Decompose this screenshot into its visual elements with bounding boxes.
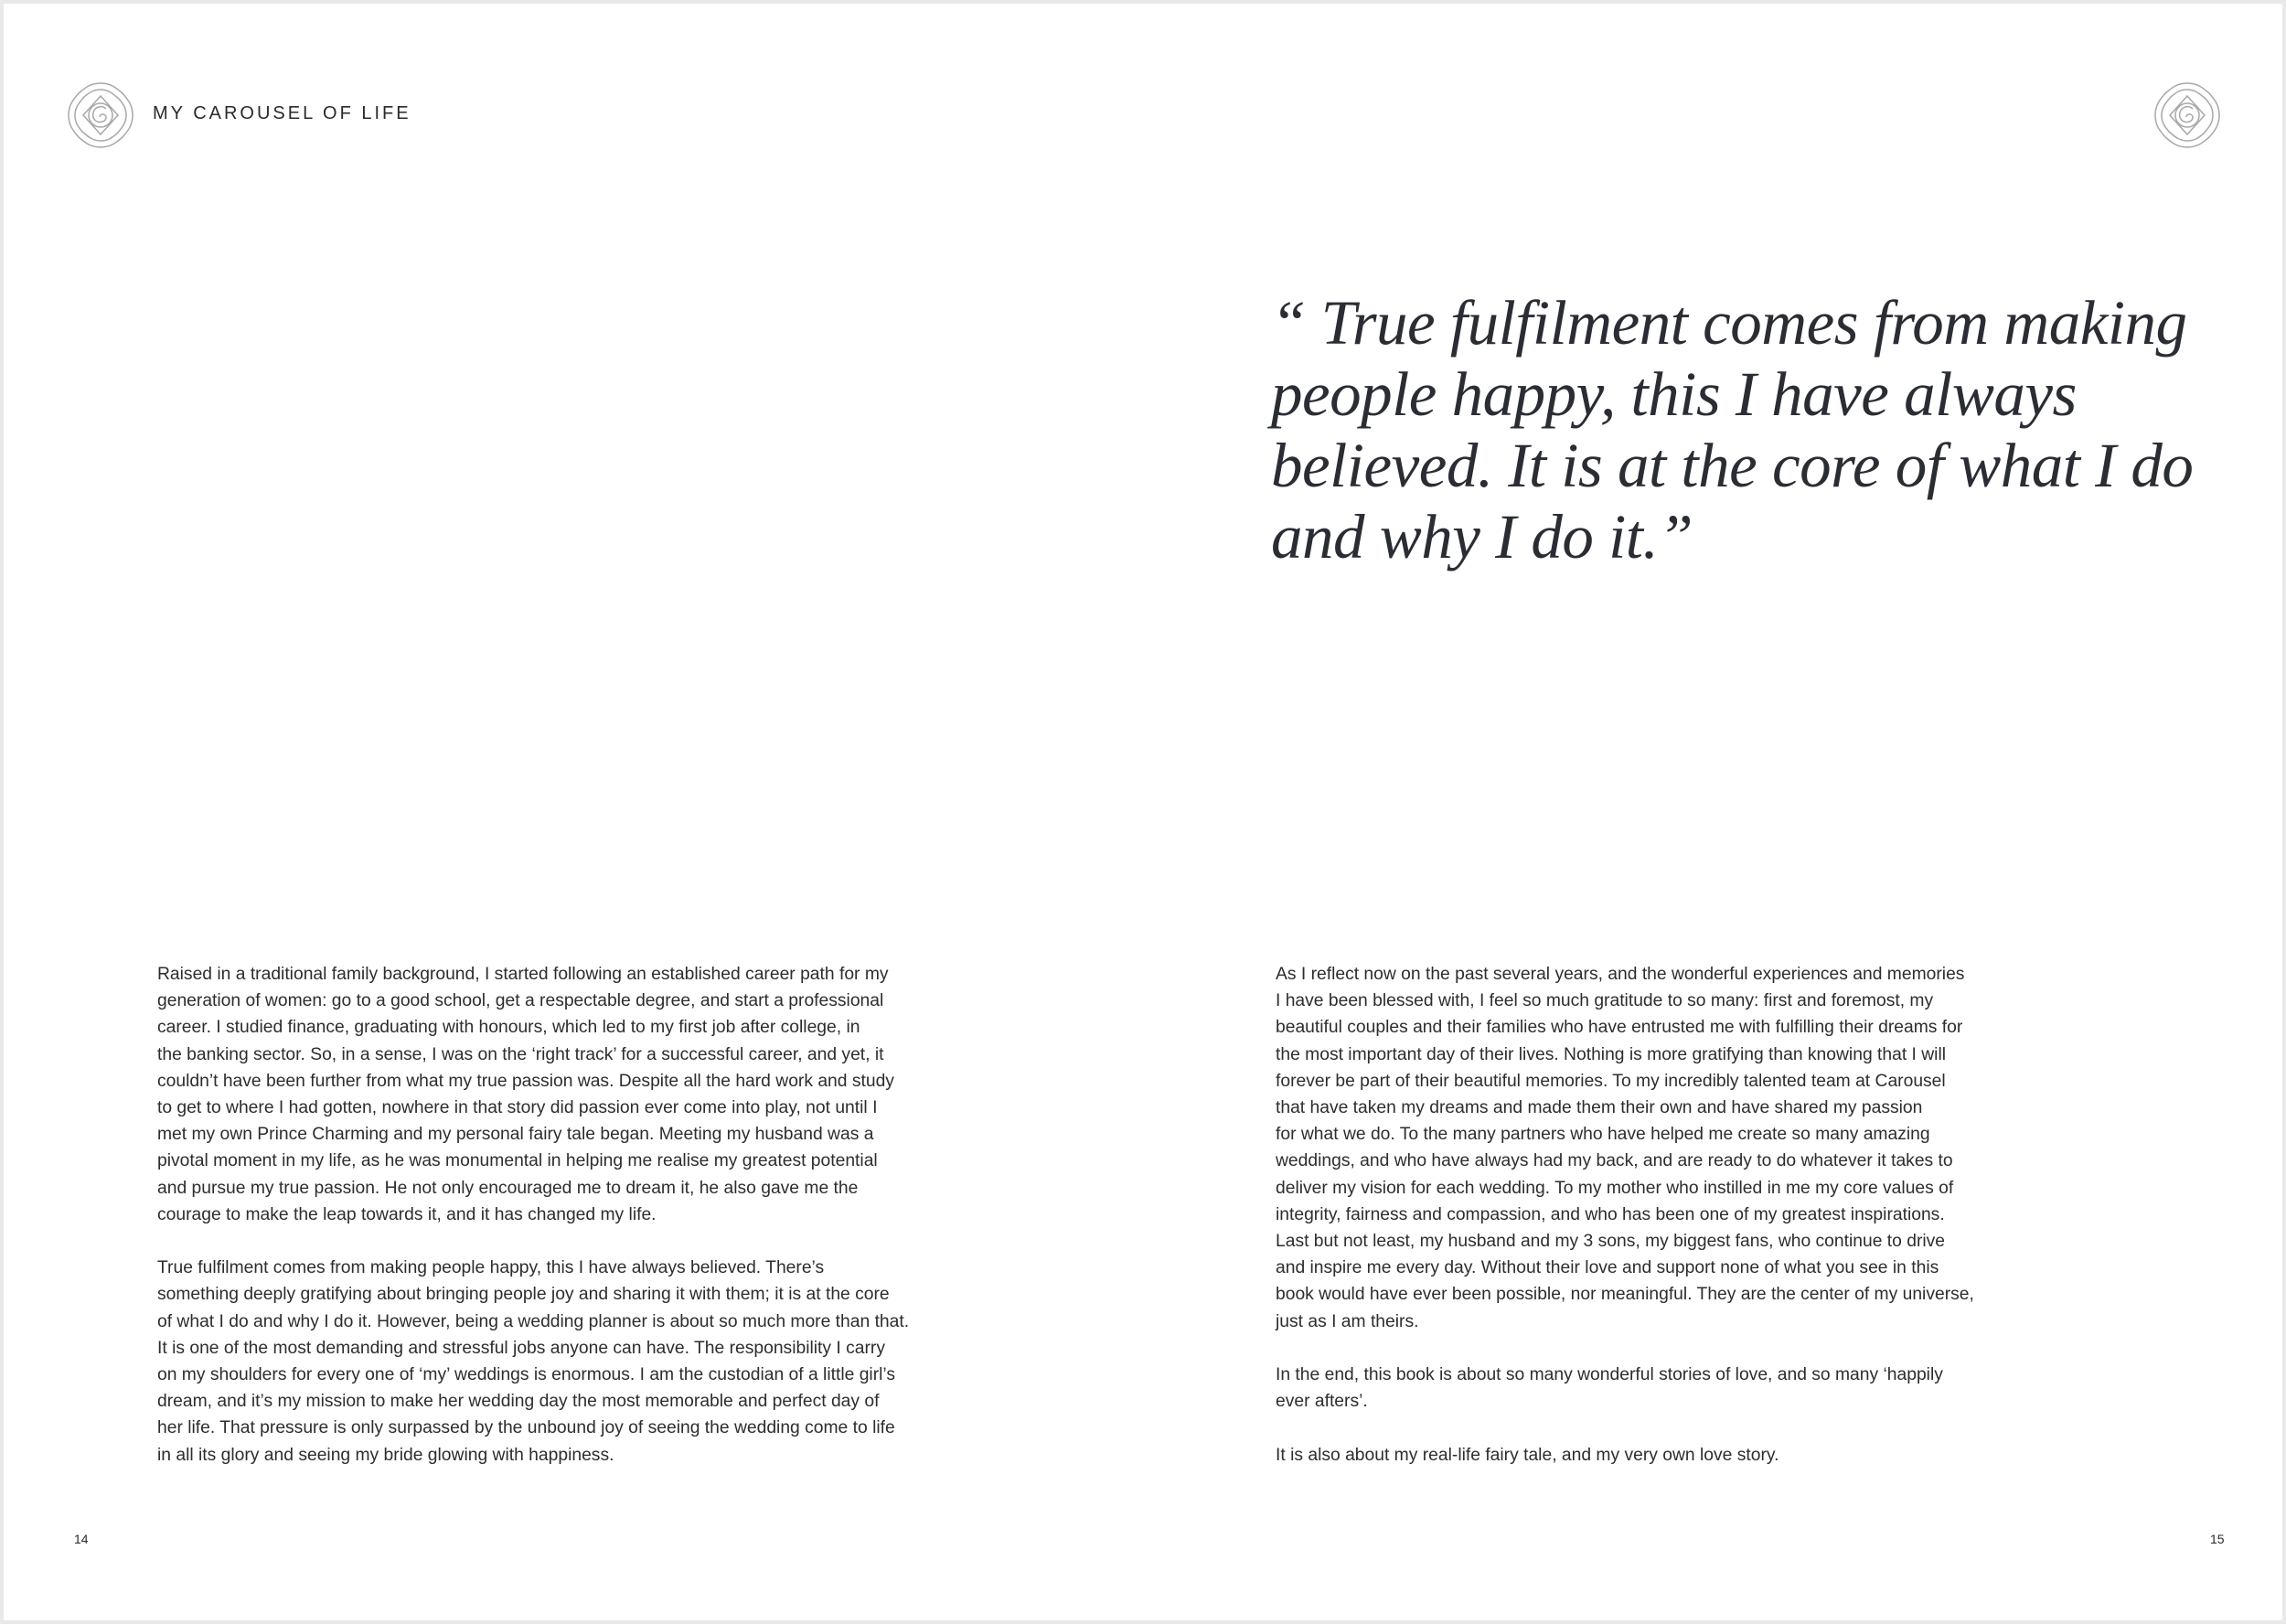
text-line: on my shoulders for every one of ‘my’ weddings is enormous. I am the custodian of a little girl’s: [157, 1365, 895, 1385]
body-paragraph: [157, 961, 1026, 1228]
text-line: couldn’t have been further from what my true passion was. Despite all the hard work and study: [157, 1071, 894, 1091]
text-line: just as I am theirs.: [1276, 1311, 1419, 1331]
text-line: dream, and it’s my mission to make her wedding day the most memorable and perfect day of: [157, 1392, 880, 1412]
pull-quote-line: people happy, this I have always: [1271, 359, 2077, 429]
text-line: ever afters’.: [1276, 1392, 1368, 1412]
text-line: the most important day of their lives. Nothing is more gratifying than knowing that I will: [1276, 1044, 1947, 1064]
pull-quote: [1271, 287, 2194, 572]
rose-emblem-icon: [66, 80, 135, 150]
page-number-left: 14: [74, 1532, 89, 1546]
text-line: True fulfilment comes from making people happy, this I have always believed. There’s: [157, 1258, 825, 1278]
text-line: and inspire me every day. Without their love and support none of what you see in this: [1276, 1258, 1939, 1278]
text-line: Last but not least, my husband and my 3 sons, my biggest fans, who continue to drive: [1276, 1232, 1946, 1252]
body-paragraph: [1276, 961, 2099, 1335]
pull-quote-line: believed. It is at the core of what I do: [1271, 431, 2194, 500]
right-body-column: [1276, 961, 2099, 1469]
text-line: her life. That pressure is only surpassed by the unbound joy of seeing the wedding come to life: [157, 1418, 895, 1438]
page-number-right: 15: [2210, 1532, 2225, 1546]
text-line: generation of women: go to a good school, get a respectable degree, and start a professional: [157, 991, 884, 1011]
book-spread: [4, 4, 2282, 1620]
text-line: In the end, this book is about so many wonderful stories of love, and so many ‘happily: [1276, 1365, 1943, 1385]
text-line: forever be part of their beautiful memories. To my incredibly talented team at Carousel: [1276, 1071, 1946, 1091]
rose-emblem-icon: [2152, 80, 2222, 150]
text-line: Raised in a traditional family background, I started following an established career path for my: [157, 965, 889, 984]
text-line: something deeply gratifying about bringing people joy and sharing it with them; it is at the core: [157, 1285, 890, 1305]
text-line: met my own Prince Charming and my personal fairy tale began. Meeting my husband was a: [157, 1125, 874, 1145]
text-line: and pursue my true passion. He not only encouraged me to dream it, he also gave me the: [157, 1178, 859, 1198]
text-line: to get to where I had gotten, nowhere in that story did passion ever come into play, not until I: [157, 1098, 878, 1118]
text-line: weddings, and who have always had my back, and are ready to do whatever it takes to: [1276, 1151, 1953, 1171]
left-body-column: [157, 961, 1026, 1469]
text-line: It is one of the most demanding and stressful jobs anyone can have. The responsibility I carry: [157, 1338, 885, 1358]
text-line: in all its glory and seeing my bride glowing with happiness.: [157, 1445, 614, 1465]
text-line: career. I studied finance, graduating with honours, which led to my first job after college, in: [157, 1018, 860, 1038]
text-line: book would have ever been possible, nor meaningful. They are the center of my universe,: [1276, 1285, 1974, 1305]
text-line: I have been blessed with, I feel so much gratitude to so many: first and foremost, my: [1276, 991, 1934, 1011]
pull-quote-line: and why I do it.”: [1271, 502, 1693, 572]
text-line: As I reflect now on the past several years, and the wonderful experiences and memories: [1276, 965, 1965, 984]
text-line: deliver my vision for each wedding. To my mother who instilled in me my core values of: [1276, 1178, 1954, 1198]
text-line: of what I do and why I do it. However, being a wedding planner is about so much more than that.: [157, 1311, 910, 1331]
text-line: It is also about my real-life fairy tale, and my very own love story.: [1276, 1445, 1779, 1465]
header-title: MY CAROUSEL OF LIFE: [153, 103, 411, 123]
body-paragraph: [157, 1255, 1026, 1469]
text-line: for what we do. To the many partners who have helped me create so many amazing: [1276, 1125, 1930, 1145]
pull-quote-line: “ True fulfilment comes from making: [1271, 288, 2187, 358]
body-paragraph: [1276, 1362, 2099, 1415]
text-line: pivotal moment in my life, as he was monumental in helping me realise my greatest potential: [157, 1151, 878, 1171]
text-line: integrity, fairness and compassion, and who has been one of my greatest inspirations.: [1276, 1204, 1945, 1224]
text-line: beautiful couples and their families who have entrusted me with fulfilling their dreams for: [1276, 1018, 1963, 1038]
text-line: the banking sector. So, in a sense, I was on the ‘right track’ for a successful career, and yet, it: [157, 1044, 884, 1064]
text-line: courage to make the leap towards it, and it has changed my life.: [157, 1204, 657, 1224]
body-paragraph: [1276, 1442, 2099, 1469]
text-line: that have taken my dreams and made them their own and have shared my passion: [1276, 1098, 1923, 1118]
